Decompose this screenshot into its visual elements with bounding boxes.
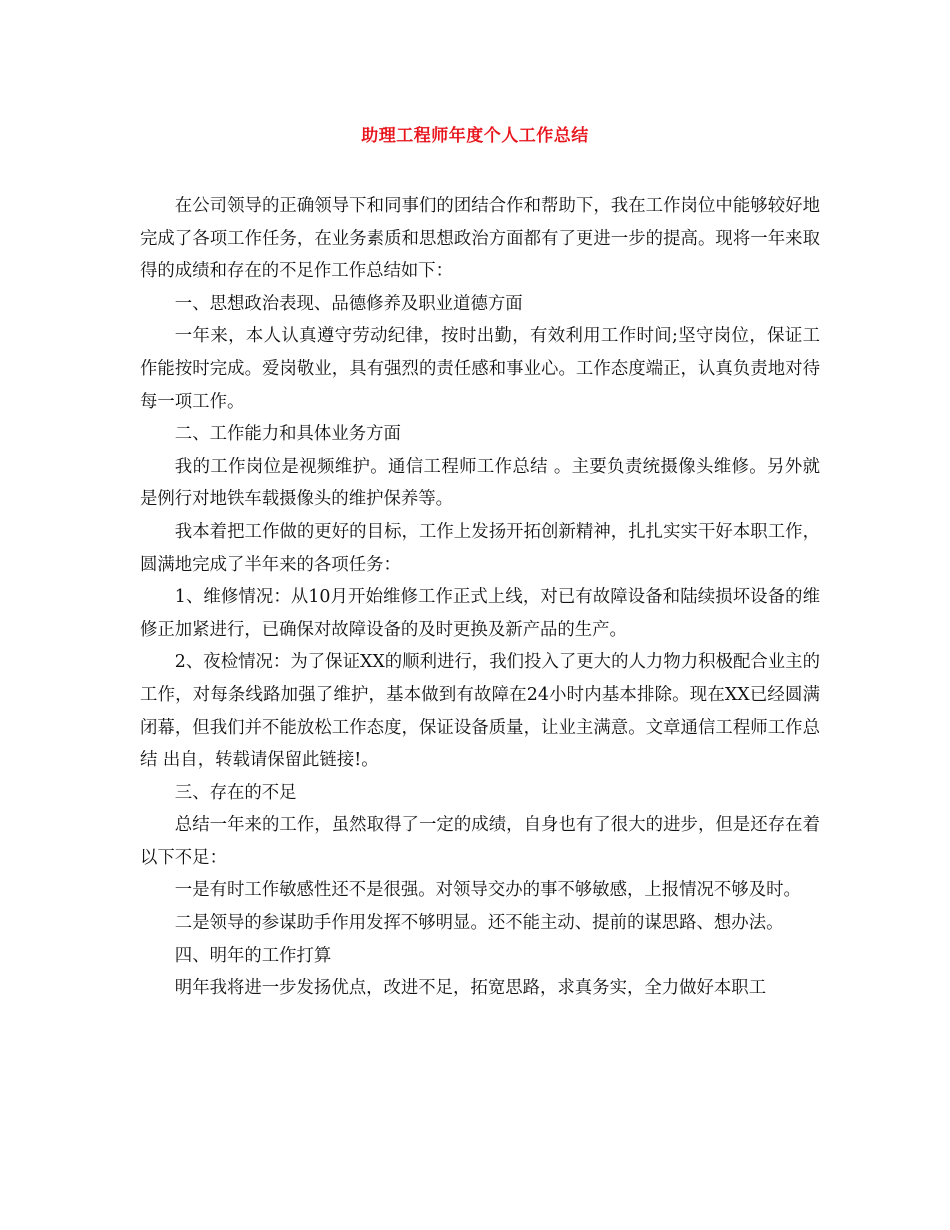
document-body bbox=[140, 190, 820, 1005]
section-heading-3: 三、存在的不足 bbox=[174, 782, 297, 803]
intro-paragraph: 在公司领导的正确领导下和同事们的团结合作和帮助下，我在工作岗位中能够较好地完成了各项工作任务，在业务素质和思想政治方面都有了更进一步的提高。现将一年来取得的成绩和存在的不足作工作总结如下： bbox=[140, 196, 820, 282]
section-4-paragraph: 明年我将进一步发扬优点，改进不足，拓宽思路，求真务实，全力做好本职工 bbox=[174, 978, 767, 999]
section-3-item-2: 二是领导的参谋助手作用发挥不够明显。还不能主动、提前的谋思路、想办法。 bbox=[174, 913, 784, 934]
section-3-paragraph: 总结一年来的工作，虽然取得了一定的成绩，自身也有了很大的进步，但是还存在着以下不足： bbox=[140, 815, 820, 868]
section-heading-1: 一、思想政治表现、品德修养及职业道德方面 bbox=[174, 293, 523, 314]
section-2-item-1: 1、维修情况：从10月开始维修工作正式上线，对已有故障设备和陆续损坏设备的维修正加紧进行，已确保对故障设备的及时更换及新产品的生产。 bbox=[140, 587, 820, 640]
section-2-paragraph-1: 我的工作岗位是视频维护。通信工程师工作总结 。主要负责统摄像头维修。另外就是例行对地铁车载摄像头的维护保养等。 bbox=[140, 456, 820, 510]
section-heading-2: 二、工作能力和具体业务方面 bbox=[174, 424, 401, 445]
section-2-paragraph-2: 我本着把工作做的更好的目标，工作上发扬开拓创新精神，扎扎实实干好本职工作，圆满地完成了半年来的各项任务： bbox=[140, 521, 820, 575]
document-title: 助理工程师年度个人工作总结 bbox=[361, 126, 589, 146]
section-heading-4: 四、明年的工作打算 bbox=[174, 945, 332, 966]
section-1-paragraph: 一年来，本人认真遵守劳动纪律，按时出勤，有效利用工作时间;坚守岗位，保证工作能按时完成。爱岗敬业，具有强烈的责任感和事业心。工作态度端正，认真负责地对待每一项工作。 bbox=[140, 326, 820, 412]
section-3-item-1: 一是有时工作敏感性还不是很强。对领导交办的事不够敏感，上报情况不够及时。 bbox=[174, 880, 801, 901]
section-2-item-2: 2、夜检情况：为了保证XX的顺利进行，我们投入了更大的人力物力积极配合业主的工作，对每条线路加强了维护，基本做到有故障在24小时内基本排除。现在XX已经圆满闭幕，但我们并不能放松工作态度，保证设备质量，让业主满意。文章通信工程师工作总结 出自，转载请保留此链接!。 bbox=[140, 652, 820, 771]
